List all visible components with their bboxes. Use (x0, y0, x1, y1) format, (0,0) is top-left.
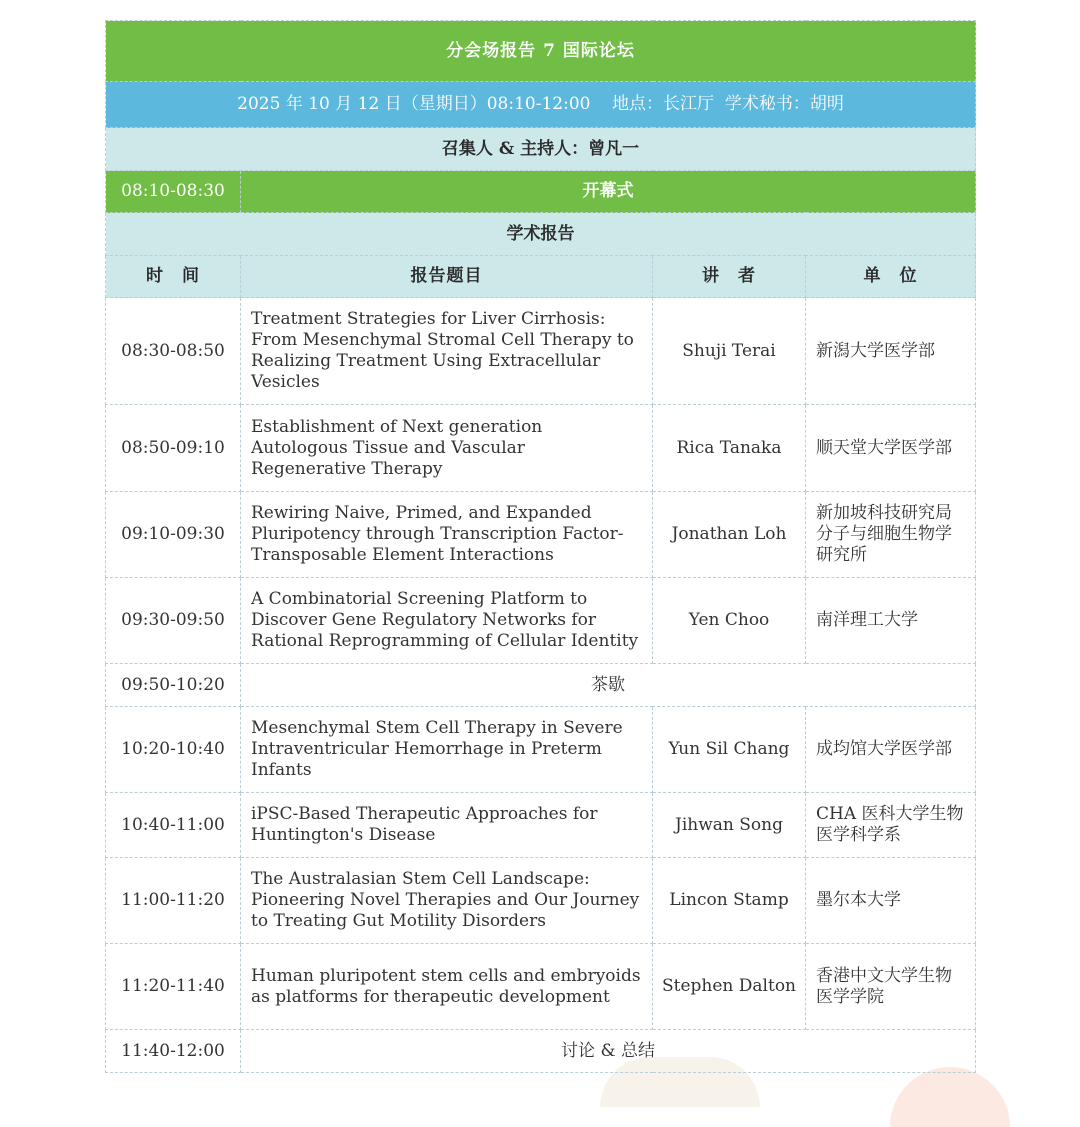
talk-row (106, 858, 976, 944)
talk-unit: CHA 医科大学生物医学科学系 (806, 793, 976, 858)
section-row (106, 213, 976, 256)
talk-time: 08:50-09:10 (106, 405, 241, 492)
host-label: 召集人 & 主持人：曾凡一 (106, 128, 976, 171)
talk-unit: 新加坡科技研究局分子与细胞生物学研究所 (806, 492, 976, 578)
talk-unit: 新潟大学医学部 (806, 298, 976, 405)
talk-topic: Establishment of Next generation Autologous Tissue and Vascular Regenerative Therapy (241, 405, 653, 492)
break-time: 09:50-10:20 (106, 664, 241, 707)
talk-time: 09:30-09:50 (106, 578, 241, 664)
talk-unit: 成均馆大学医学部 (806, 707, 976, 793)
talk-topic: Treatment Strategies for Liver Cirrhosis: From Mesenchymal Stromal Cell Therapy to Realizing Treatment Using Extracellular Vesicles (241, 298, 653, 405)
header-topic: 报告题目 (241, 256, 653, 298)
background-decoration (890, 1067, 1010, 1127)
talk-time: 10:20-10:40 (106, 707, 241, 793)
talk-topic: A Combinatorial Screening Platform to Discover Gene Regulatory Networks for Rational Reprogramming of Cellular Identity (241, 578, 653, 664)
title-row (106, 21, 976, 82)
talk-time: 08:30-08:50 (106, 298, 241, 405)
talk-topic: The Australasian Stem Cell Landscape: Pioneering Novel Therapies and Our Journey to Treating Gut Motility Disorders (241, 858, 653, 944)
talk-speaker: Stephen Dalton (653, 944, 806, 1030)
closing-row (106, 1030, 976, 1073)
talk-unit: 顺天堂大学医学部 (806, 405, 976, 492)
talk-row (106, 944, 976, 1030)
subtitle-row (106, 82, 976, 128)
talk-speaker: Lincon Stamp (653, 858, 806, 944)
talk-speaker: Jonathan Loh (653, 492, 806, 578)
talk-unit: 南洋理工大学 (806, 578, 976, 664)
talk-row (106, 405, 976, 492)
talk-speaker: Yen Choo (653, 578, 806, 664)
talk-speaker: Yun Sil Chang (653, 707, 806, 793)
opening-row (106, 171, 976, 213)
talk-speaker: Jihwan Song (653, 793, 806, 858)
talk-topic: Rewiring Naive, Primed, and Expanded Pluripotency through Transcription Factor-Transposable Element Interactions (241, 492, 653, 578)
talk-row (106, 298, 976, 405)
talk-row (106, 492, 976, 578)
closing-label: 讨论 & 总结 (241, 1030, 976, 1073)
talk-time: 09:10-09:30 (106, 492, 241, 578)
page-title: 分会场报告 7 国际论坛 (106, 21, 976, 82)
break-row (106, 664, 976, 707)
talk-time: 11:00-11:20 (106, 858, 241, 944)
talk-speaker: Rica Tanaka (653, 405, 806, 492)
talk-row (106, 793, 976, 858)
talk-row (106, 707, 976, 793)
header-time: 时 间 (106, 256, 241, 298)
talk-topic: Human pluripotent stem cells and embryoids as platforms for therapeutic development (241, 944, 653, 1030)
talk-time: 11:20-11:40 (106, 944, 241, 1030)
talk-topic: iPSC-Based Therapeutic Approaches for Huntington's Disease (241, 793, 653, 858)
host-row (106, 128, 976, 171)
talk-unit: 香港中文大学生物医学学院 (806, 944, 976, 1030)
session-info: 2025 年 10 月 12 日（星期日）08:10-12:00 地点：长江厅 学术秘书：胡明 (106, 82, 976, 128)
talk-time: 10:40-11:00 (106, 793, 241, 858)
talk-unit: 墨尔本大学 (806, 858, 976, 944)
opening-label: 开幕式 (241, 171, 976, 213)
header-row (106, 256, 976, 298)
section-label: 学术报告 (106, 213, 976, 256)
closing-time: 11:40-12:00 (106, 1030, 241, 1073)
opening-time: 08:10-08:30 (106, 171, 241, 213)
talk-topic: Mesenchymal Stem Cell Therapy in Severe Intraventricular Hemorrhage in Preterm Infants (241, 707, 653, 793)
talk-speaker: Shuji Terai (653, 298, 806, 405)
agenda-table (105, 20, 976, 1073)
break-label: 茶歇 (241, 664, 976, 707)
header-unit: 单 位 (806, 256, 976, 298)
header-speaker: 讲 者 (653, 256, 806, 298)
talk-row (106, 578, 976, 664)
